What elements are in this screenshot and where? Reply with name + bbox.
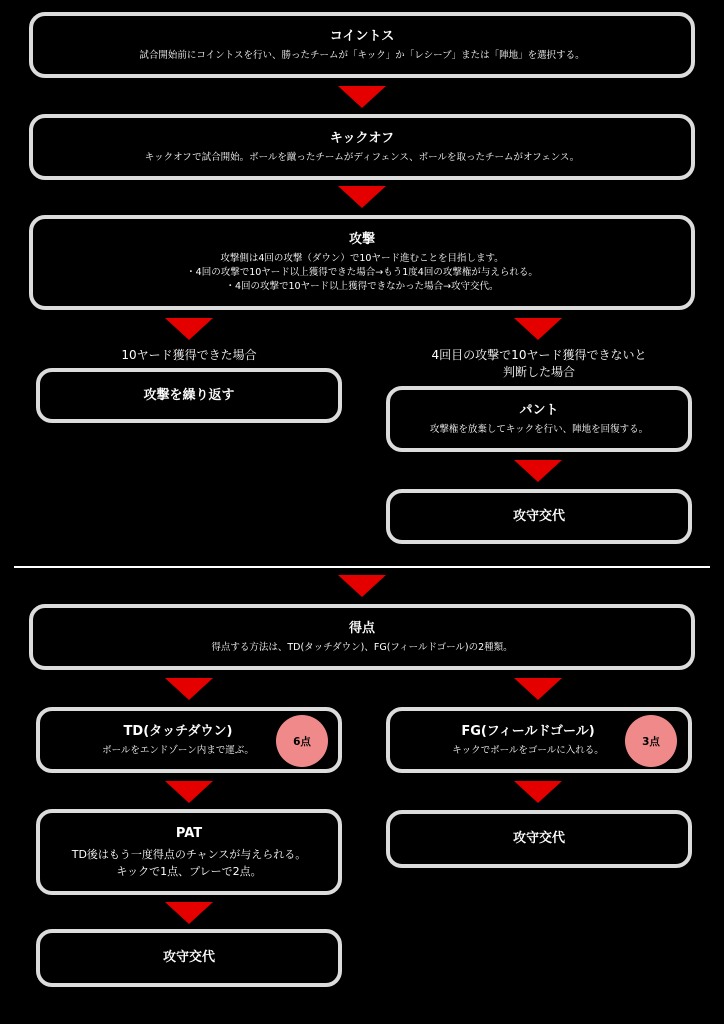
fg-points-badge: 3点 xyxy=(625,715,677,767)
offense-title: 攻撃 xyxy=(348,232,375,247)
offense-line-3: ・4回の攻撃で10ヤード以上獲得できなかった場合→攻守交代。 xyxy=(225,281,499,292)
kickoff-title: キックオフ xyxy=(329,130,395,146)
score-box xyxy=(29,604,695,670)
arrow-down-icon xyxy=(165,678,213,700)
change-possession-box xyxy=(386,489,692,544)
branch-success-label: 10ヤード獲得できた場合 xyxy=(121,348,257,362)
coin-toss-title: コイントス xyxy=(329,28,395,44)
td-desc: ボールをエンドゾーン内まで運ぶ。 xyxy=(102,744,254,756)
offense-line-2: ・4回の攻撃で10ヤード以上獲得できた場合→もう1度4回の攻撃権が与えられる。 xyxy=(186,267,538,278)
td-title: TD(タッチダウン) xyxy=(123,723,233,739)
coin-toss-box xyxy=(29,12,695,78)
score-desc: 得点する方法は、TD(タッチダウン)、FG(フィールドゴール)の2種類。 xyxy=(211,641,513,653)
pat-box xyxy=(36,809,342,895)
arrow-down-icon xyxy=(514,678,562,700)
pat-title: PAT xyxy=(175,825,203,841)
fg-desc: キックでボールをゴールに入れる。 xyxy=(452,744,604,756)
arrow-down-icon xyxy=(514,460,562,482)
td-points-badge: 6点 xyxy=(276,715,328,767)
arrow-down-icon xyxy=(338,86,386,108)
punt-box xyxy=(386,386,692,452)
pat-change-possession-box xyxy=(36,929,342,987)
score-title: 得点 xyxy=(348,620,375,636)
fg-change-possession-box xyxy=(386,810,692,868)
kickoff-desc: キックオフで試合開始。ボールを蹴ったチームがディフェンス、ボールを取ったチームがオフェンス。 xyxy=(144,151,580,163)
section-divider xyxy=(14,566,710,568)
pat-line-2: キックで1点、プレーで2点。 xyxy=(116,864,262,878)
repeat-offense-title: 攻撃を繰り返す xyxy=(143,387,235,403)
branch-fail-label-1: 4回目の攻撃で10ヤード獲得できないと xyxy=(431,348,647,362)
pat-line-1: TD後はもう一度得点のチャンスが与えられる。 xyxy=(71,847,307,861)
kickoff-box xyxy=(29,114,695,180)
arrow-down-icon xyxy=(338,186,386,208)
arrow-down-icon xyxy=(338,575,386,597)
fg-change-possession-title: 攻守交代 xyxy=(512,831,565,846)
arrow-down-icon xyxy=(514,318,562,340)
change-possession-title: 攻守交代 xyxy=(512,508,565,524)
arrow-down-icon xyxy=(165,318,213,340)
offense-line-1: 攻撃側は4回の攻撃（ダウン）で10ヤード進むことを目指します。 xyxy=(220,253,504,264)
offense-box xyxy=(29,215,695,310)
fg-title: FG(フィールドゴール) xyxy=(461,723,595,739)
arrow-down-icon xyxy=(165,902,213,924)
pat-change-possession-title: 攻守交代 xyxy=(162,950,215,965)
arrow-down-icon xyxy=(514,781,562,803)
coin-toss-desc: 試合開始前にコイントスを行い、勝ったチームが「キック」か「レシーブ」または「陣地」を選択する。 xyxy=(139,49,585,61)
punt-title: パント xyxy=(519,402,559,418)
arrow-down-icon xyxy=(165,781,213,803)
branch-fail-label-2: 判断した場合 xyxy=(502,365,575,379)
punt-desc: 攻撃権を放棄してキックを行い、陣地を回復する。 xyxy=(429,423,649,435)
repeat-offense-box xyxy=(36,368,342,423)
